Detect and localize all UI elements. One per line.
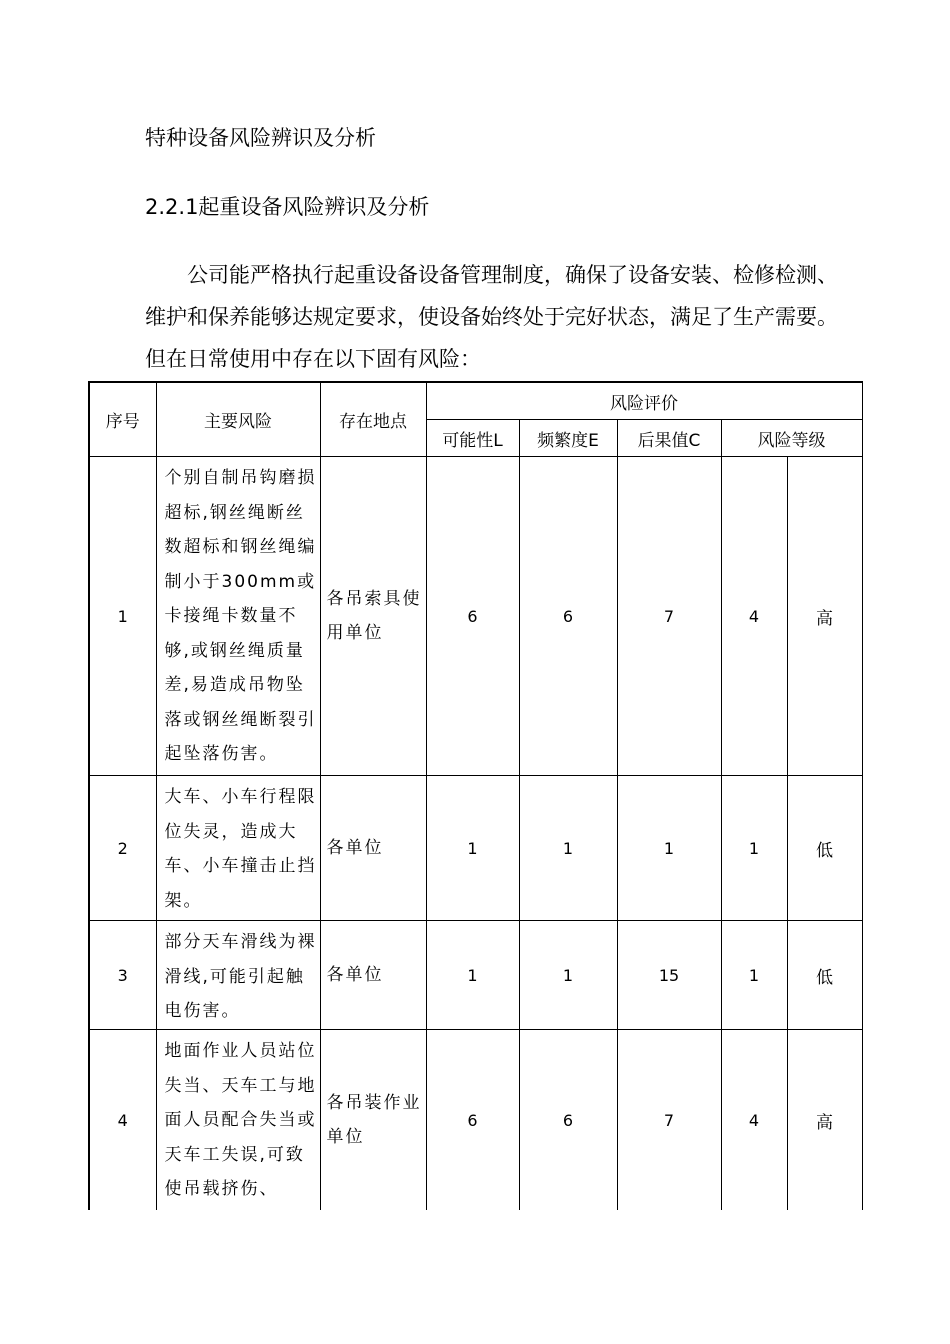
cell-E: 6 xyxy=(519,457,617,776)
cell-L: 1 xyxy=(426,921,519,1030)
risk-table xyxy=(88,381,863,1210)
cell-L: 6 xyxy=(426,457,519,776)
cell-score: 4 xyxy=(721,1030,787,1211)
cell-grade: 高 xyxy=(787,457,862,776)
cell-no: 3 xyxy=(89,921,156,1030)
cell-score: 1 xyxy=(721,776,787,921)
cell-C: 1 xyxy=(617,776,721,921)
table-row xyxy=(89,921,862,1030)
table-header-row xyxy=(89,382,862,420)
cell-risk: 大车、小车行程限位失灵，造成大车、小车撞击止挡架。 xyxy=(156,776,320,921)
cell-location: 各单位 xyxy=(320,921,426,1030)
cell-L: 1 xyxy=(426,776,519,921)
header-evaluation: 风险评价 xyxy=(426,382,862,420)
cell-location: 各单位 xyxy=(320,776,426,921)
header-no: 序号 xyxy=(89,382,156,457)
cell-no: 2 xyxy=(89,776,156,921)
section-heading: 特种设备风险辨识及分析 xyxy=(145,126,376,150)
cell-risk: 地面作业人员站位失当、天车工与地面人员配合失当或天车工失误,可致使吊载挤伤、 xyxy=(156,1030,320,1211)
cell-E: 1 xyxy=(519,776,617,921)
cell-score: 1 xyxy=(721,921,787,1030)
cell-risk: 个别自制吊钩磨损超标,钢丝绳断丝数超标和钢丝绳编制小于300mm或卡接绳卡数量不够,或钢丝绳质量差,易造成吊物坠落或钢丝绳断裂引起坠落伤害。 xyxy=(156,457,320,776)
cell-grade: 高 xyxy=(787,1030,862,1211)
header-L: 可能性L xyxy=(426,420,519,457)
header-E: 频繁度E xyxy=(519,420,617,457)
cell-location: 各吊装作业单位 xyxy=(320,1030,426,1211)
cell-C: 7 xyxy=(617,1030,721,1211)
cell-risk: 部分天车滑线为裸滑线,可能引起触电伤害。 xyxy=(156,921,320,1030)
cell-L: 6 xyxy=(426,1030,519,1211)
cell-C: 15 xyxy=(617,921,721,1030)
subsection-heading: 2.2.1起重设备风险辨识及分析 xyxy=(145,195,430,219)
cell-grade: 低 xyxy=(787,776,862,921)
header-risk: 主要风险 xyxy=(156,382,320,457)
header-level: 风险等级 xyxy=(721,420,862,457)
header-location: 存在地点 xyxy=(320,382,426,457)
cell-grade: 低 xyxy=(787,921,862,1030)
cell-score: 4 xyxy=(721,457,787,776)
cell-location: 各吊索具使用单位 xyxy=(320,457,426,776)
table-row xyxy=(89,776,862,921)
cell-no: 4 xyxy=(89,1030,156,1211)
intro-paragraph: 公司能严格执行起重设备设备管理制度，确保了设备安装、检修检测、维护和保养能够达规定要求，使设备始终处于完好状态，满足了生产需要。但在日常使用中存在以下固有风险： xyxy=(145,263,838,371)
cell-E: 6 xyxy=(519,1030,617,1211)
cell-C: 7 xyxy=(617,457,721,776)
table-row xyxy=(89,457,862,776)
cell-E: 1 xyxy=(519,921,617,1030)
table-row xyxy=(89,1030,862,1211)
cell-no: 1 xyxy=(89,457,156,776)
header-C: 后果值C xyxy=(617,420,721,457)
